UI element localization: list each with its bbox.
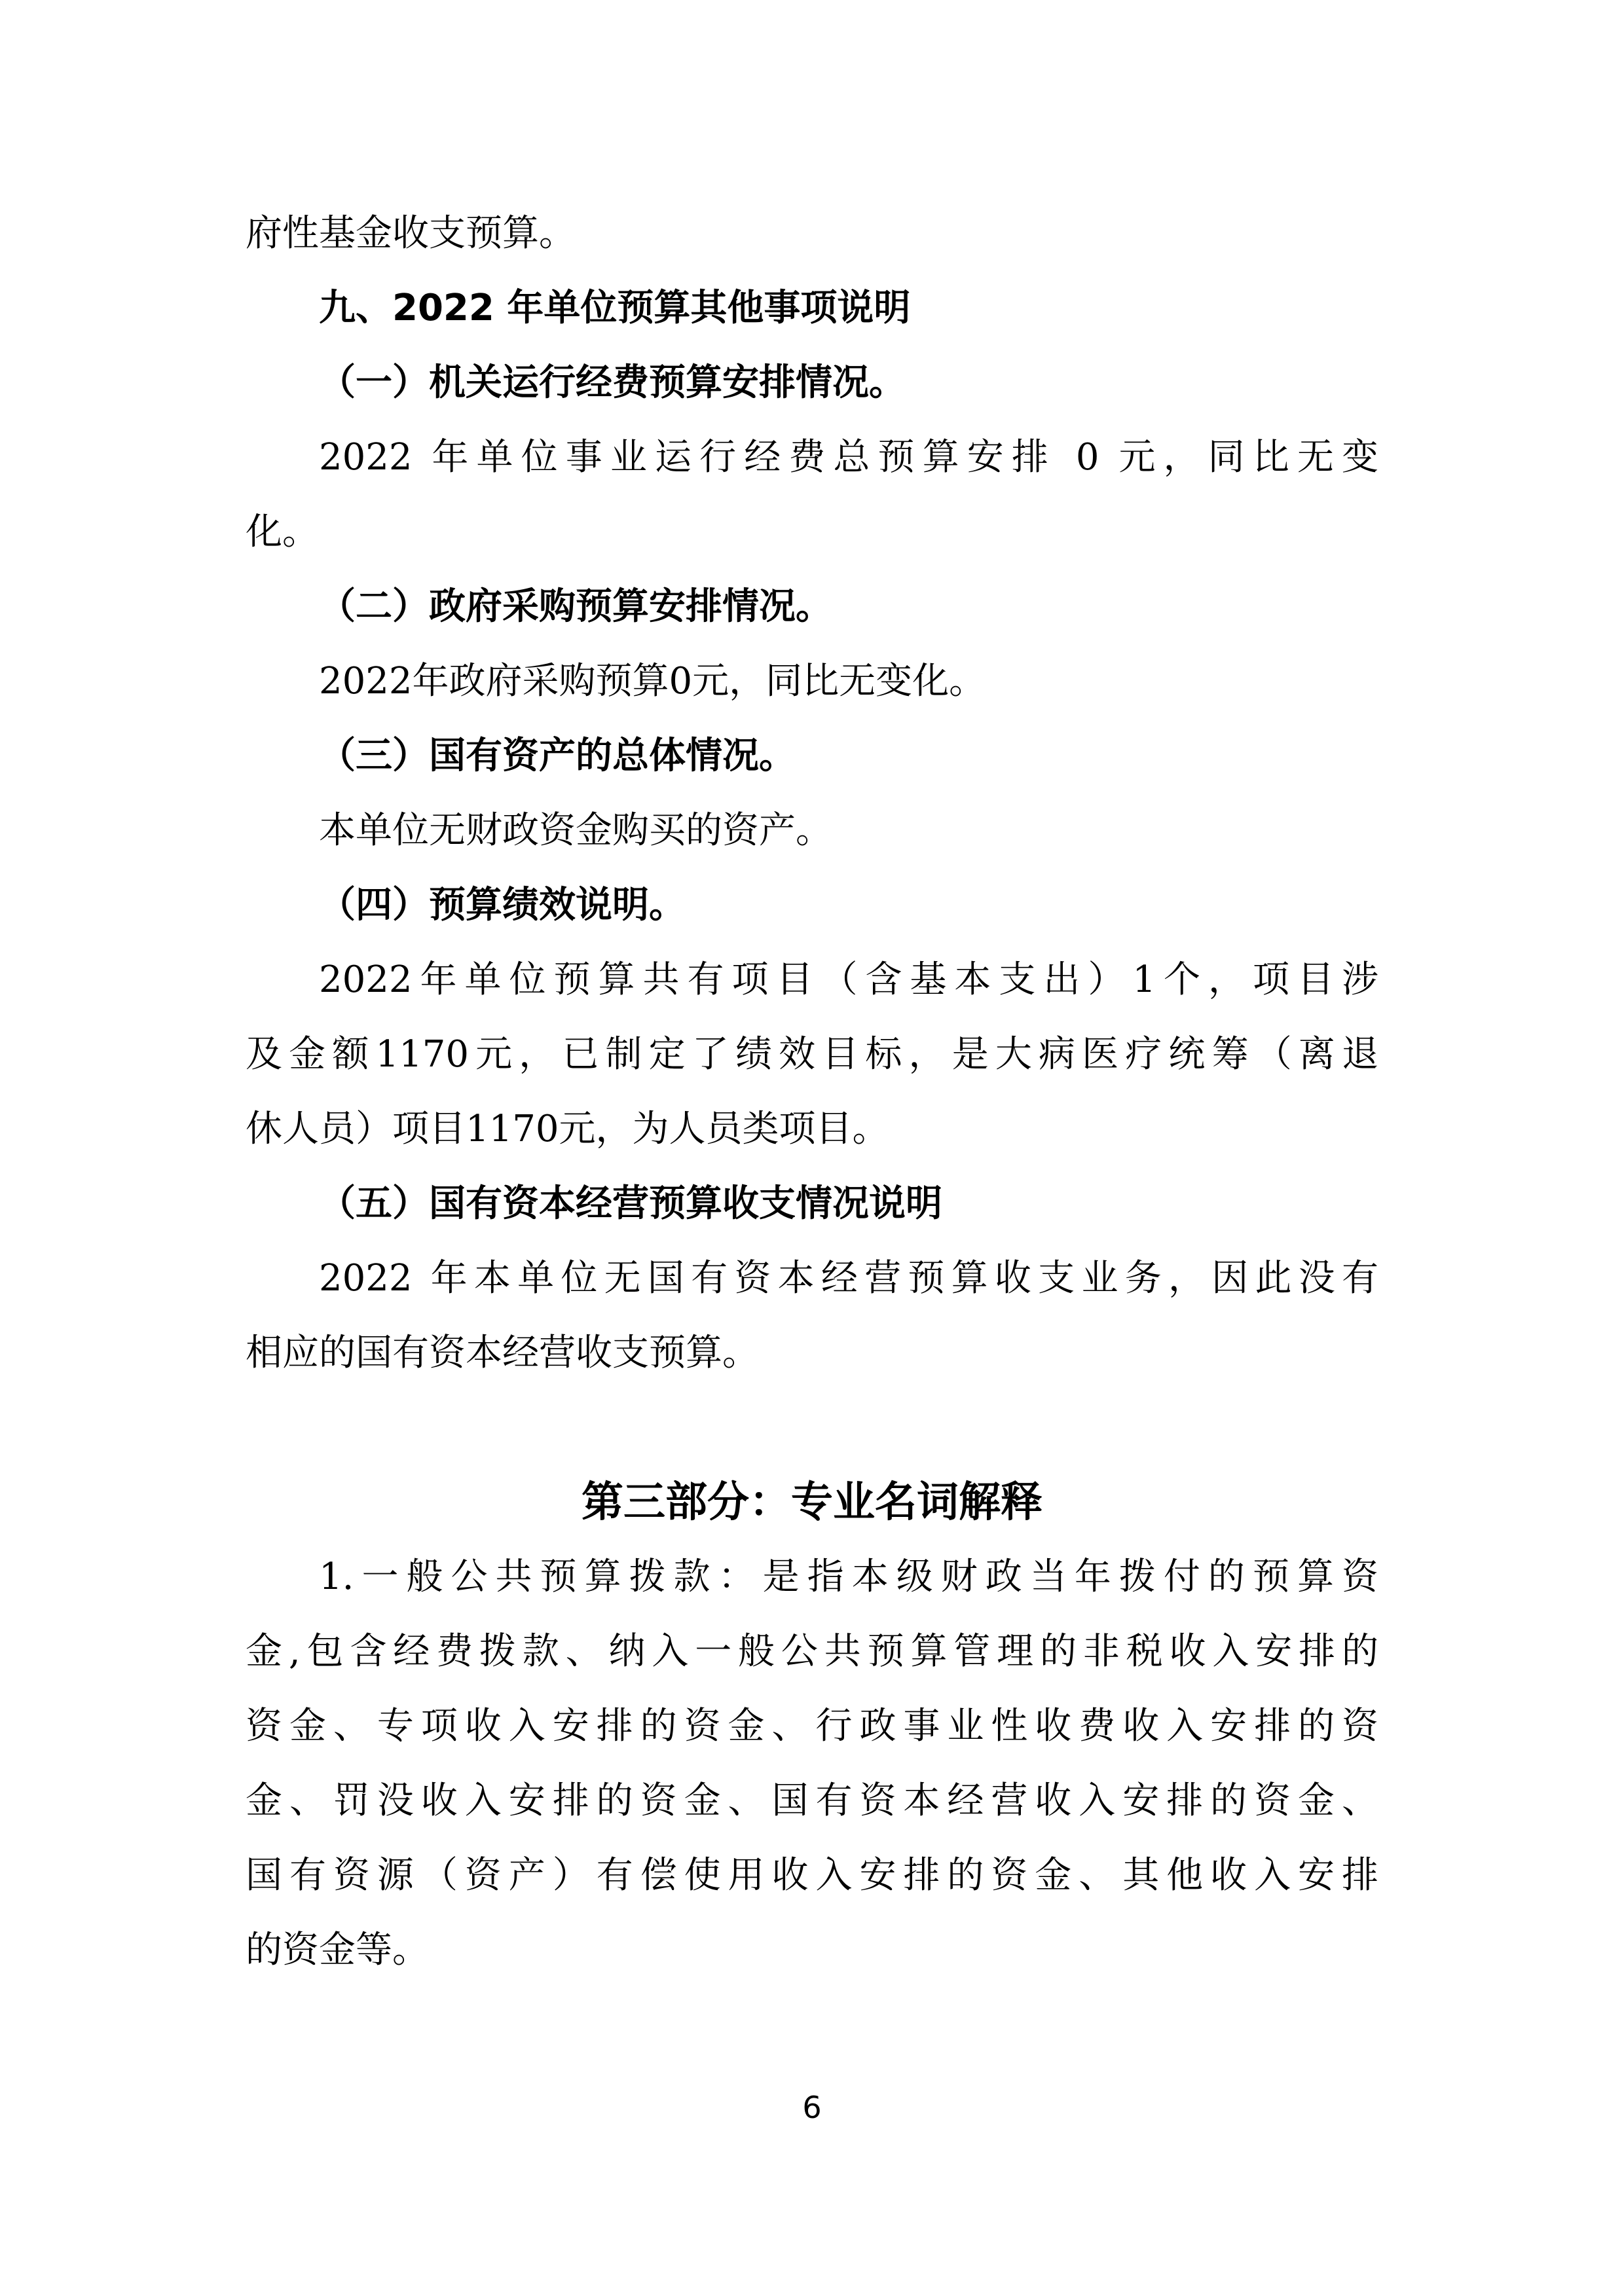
section-heading: （二）政府采购预算安排情况。 — [319, 585, 832, 628]
section-heading: （一）机关运行经费预算安排情况。 — [319, 361, 906, 404]
text-line: 资金、专项收入安排的资金、行政事业性收费收入安排的资 — [246, 1705, 1378, 1747]
text-line: 2022 年单位事业运行经费总预算安排 0 元，同比无变 — [319, 436, 1378, 479]
text-line: 2022年政府采购预算0元，同比无变化。 — [319, 660, 986, 702]
section-heading: 九、2022 年单位预算其他事项说明 — [319, 287, 911, 329]
document-body — [246, 196, 1378, 1988]
text-line: 2022年单位预算共有项目（含基本支出）1个，项目涉 — [319, 958, 1378, 1001]
text-line: 相应的国有资本经营收支预算。 — [246, 1332, 759, 1374]
section-heading: （四）预算绩效说明。 — [319, 884, 686, 926]
text-line: 休人员）项目1170元，为人员类项目。 — [246, 1108, 889, 1150]
text-line: 及金额1170元，已制定了绩效目标，是大病医疗统筹（离退 — [246, 1033, 1378, 1076]
text-line: 2022 年本单位无国有资本经营预算收支业务，因此没有 — [319, 1257, 1378, 1300]
text-line: 本单位无财政资金购买的资产。 — [319, 809, 832, 852]
text-line: 府性基金收支预算。 — [246, 212, 576, 255]
text-line: 金、罚没收入安排的资金、国有资本经营收入安排的资金、 — [246, 1779, 1378, 1822]
text-line: 金,包含经费拨款、纳入一般公共预算管理的非税收入安排的 — [246, 1630, 1378, 1673]
text-line: 化。 — [246, 511, 319, 553]
section-heading: （五）国有资本经营预算收支情况说明 — [319, 1182, 942, 1225]
page-number: 6 — [802, 2090, 822, 2125]
blank-line — [246, 1391, 1378, 1465]
text-line: 1.一般公共预算拨款：是指本级财政当年拨付的预算资 — [319, 1556, 1378, 1598]
part-title: 第三部分：专业名词解释 — [581, 1478, 1043, 1527]
section-heading: （三）国有资产的总体情况。 — [319, 735, 796, 777]
text-line: 国有资源（资产）有偿使用收入安排的资金、其他收入安排 — [246, 1854, 1378, 1897]
text-line: 的资金等。 — [246, 1929, 429, 1971]
